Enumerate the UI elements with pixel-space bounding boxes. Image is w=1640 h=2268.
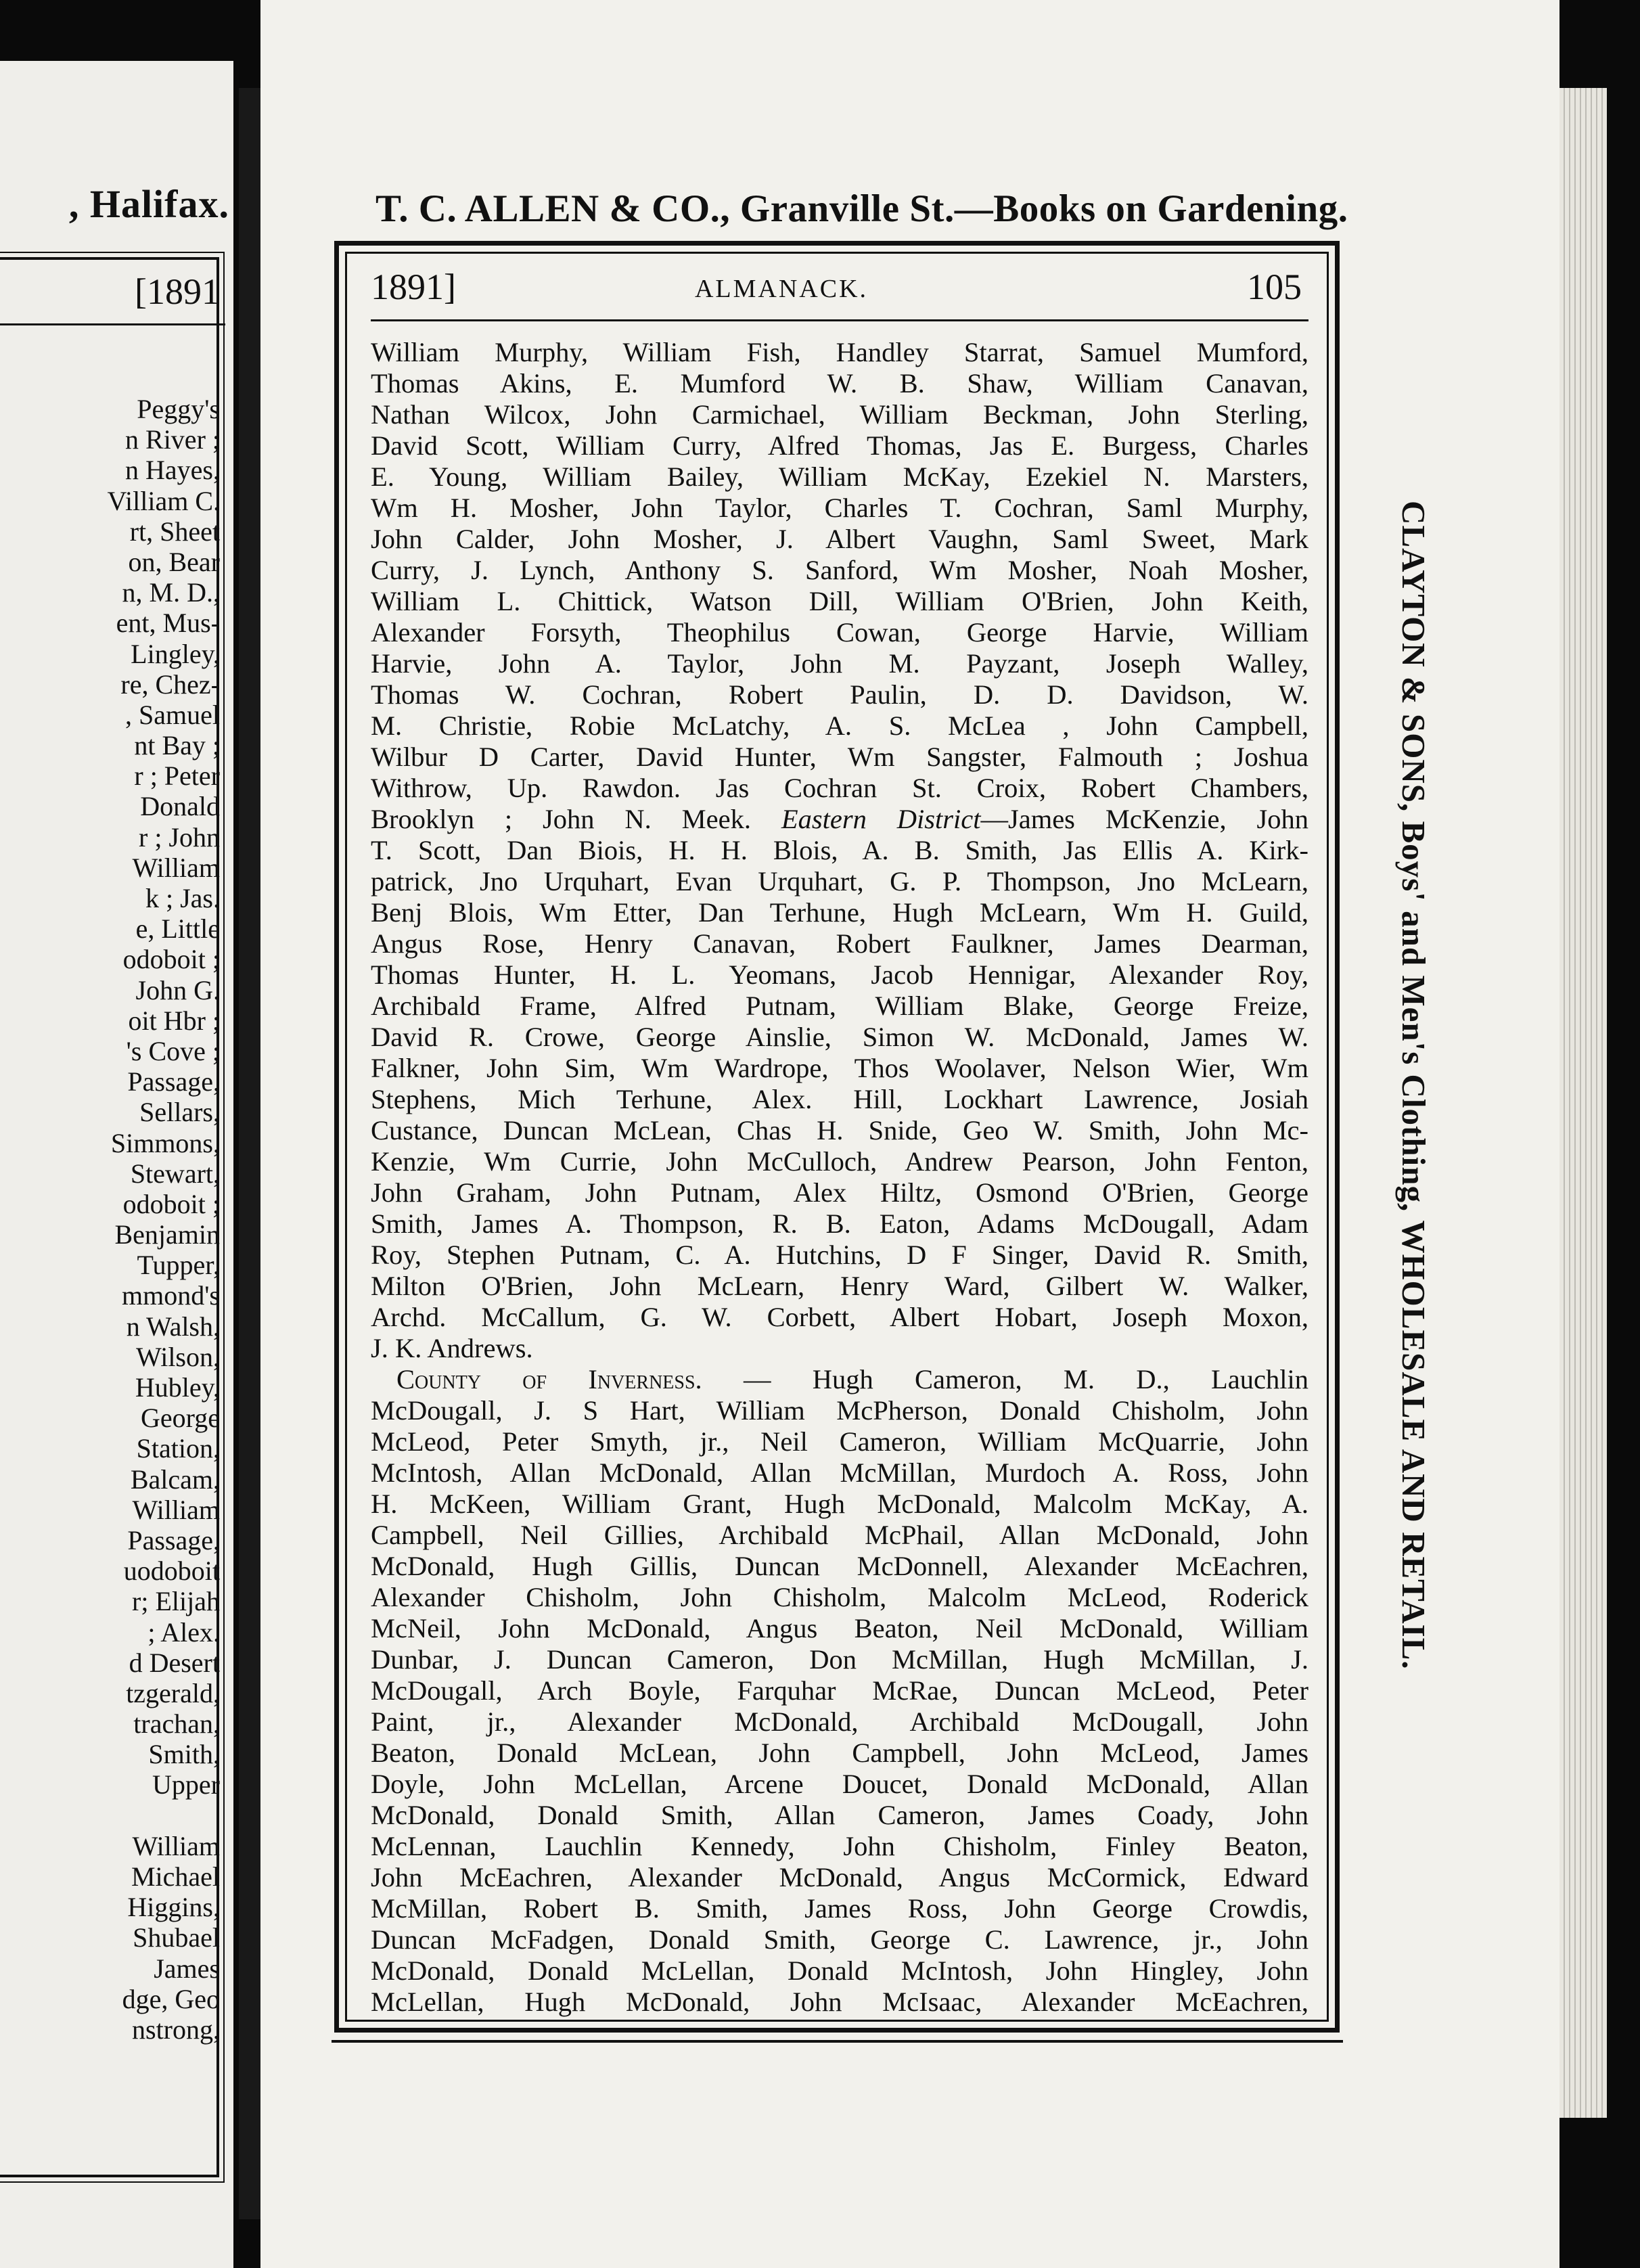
- side-advertisement-text: CLAYTON & SONS, Boys' and Men's Clothing, WHOLESALE AND RETAIL.: [1395, 501, 1432, 1670]
- page-year: 1891]: [371, 267, 456, 307]
- left-text-line: Stewart,: [130, 1158, 220, 1189]
- body-text-line: McNeil, John McDonald, Angus Beaton, Neil McDonald, William: [371, 1613, 1308, 1643]
- left-text-line: William: [132, 1830, 220, 1861]
- body-text-line: Angus Rose, Henry Canavan, Robert Faulkner, James Dearman,: [371, 928, 1308, 959]
- body-text-line: McDougall, J. S Hart, William McPherson, Donald Chisholm, John: [371, 1395, 1308, 1426]
- left-text-line: re, Chez-: [120, 668, 220, 700]
- body-text-line: Nathan Wilcox, John Carmichael, William Beckman, John Sterling,: [371, 399, 1308, 430]
- left-text-column: [3, 394, 220, 2045]
- body-text-line: Dunbar, J. Duncan Cameron, Don McMillan, Hugh McMillan, J.: [371, 1644, 1308, 1675]
- district-heading: Eastern District: [781, 804, 981, 834]
- left-text-line: Sellars,: [139, 1097, 220, 1128]
- left-text-line: r ; John: [139, 821, 220, 853]
- left-text-line: d Desert: [129, 1647, 220, 1678]
- body-text-line: T. Scott, Dan Biois, H. H. Blois, A. B. Smith, Jas Ellis A. Kirk-: [371, 835, 1308, 865]
- left-text-line: tzgerald,: [126, 1677, 220, 1708]
- left-text-line: uodoboit: [123, 1556, 220, 1587]
- left-text-line: Tupper,: [137, 1250, 220, 1281]
- left-page-year: [1891: [135, 271, 220, 312]
- left-text-line: Passage,: [127, 1066, 220, 1097]
- body-text-line: Kenzie, Wm Currie, John McCulloch, Andrew Pearson, John Fenton,: [371, 1146, 1308, 1177]
- body-text-line: McMillan, Robert B. Smith, James Ross, John George Crowdis,: [371, 1893, 1308, 1924]
- body-text-line: Alexander Forsyth, Theophilus Cowan, George Harvie, William: [371, 617, 1308, 648]
- left-page: [0, 61, 239, 2268]
- left-text-line: ent, Mus-: [116, 608, 220, 639]
- body-text-line: Doyle, John McLellan, Arcene Doucet, Donald McDonald, Allan: [371, 1769, 1308, 1799]
- left-text-line: Wilson,: [136, 1341, 220, 1372]
- body-text-line: Wm H. Mosher, John Taylor, Charles T. Cochran, Saml Murphy,: [371, 493, 1308, 523]
- left-text-line: Hubley,: [135, 1372, 220, 1403]
- body-text-line: McDonald, Hugh Gillis, Duncan McDonnell, Alexander McEachren,: [371, 1551, 1308, 1581]
- body-text-line: Archd. McCallum, G. W. Corbett, Albert Hobart, Joseph Moxon,: [371, 1302, 1308, 1332]
- running-head: T. C. ALLEN & CO., Granville St.—Books on Gardening.: [375, 187, 1348, 230]
- left-text-line: trachan,: [133, 1708, 220, 1740]
- body-text-line: Smith, James A. Thompson, R. B. Eaton, Adams McDougall, Adam: [371, 1208, 1308, 1239]
- body-text-line: patrick, Jno Urquhart, Evan Urquhart, G. P. Thompson, Jno McLearn,: [371, 866, 1308, 897]
- left-text-line: n, M. D.,: [122, 577, 220, 608]
- body-text-line: H. McKeen, William Grant, Hugh McDonald, Malcolm McKay, A.: [371, 1489, 1308, 1519]
- body-text-line: County of Inverness. — Hugh Cameron, M. D., Lauchlin: [396, 1364, 1308, 1394]
- body-text-line: Withrow, Up. Rawdon. Jas Cochran St. Croix, Robert Chambers,: [371, 773, 1308, 803]
- body-text-line: McLeod, Peter Smyth, jr., Neil Cameron, William McQuarrie, John: [371, 1426, 1308, 1457]
- left-text-line: Balcam,: [130, 1464, 220, 1495]
- body-text-line: Alexander Chisholm, John Chisholm, Malcolm McLeod, Roderick: [371, 1582, 1308, 1612]
- left-text-line: George: [141, 1403, 220, 1434]
- body-text-line: Roy, Stephen Putnam, C. A. Hutchins, D F Singer, David R. Smith,: [371, 1240, 1308, 1270]
- body-text-line: John Graham, John Putnam, Alex Hiltz, Osmond O'Brien, George: [371, 1177, 1308, 1208]
- left-text-line: n Walsh,: [126, 1311, 220, 1342]
- body-text-line: John Calder, John Mosher, J. Albert Vaughn, Saml Sweet, Mark: [371, 524, 1308, 554]
- left-text-line: mmond's: [122, 1280, 220, 1311]
- left-text-line: Station,: [136, 1433, 220, 1464]
- left-header-rule: [0, 323, 225, 325]
- body-text-line: David R. Crowe, George Ainslie, Simon W. McDonald, James W.: [371, 1022, 1308, 1052]
- left-text-line: k ; Jas.: [145, 883, 220, 913]
- left-text-line: 's Cove ;: [126, 1035, 220, 1066]
- left-text-line: nstrong,: [132, 2014, 220, 2045]
- body-text-line: McLellan, Hugh McDonald, John McIsaac, Alexander McEachren,: [371, 1987, 1308, 2017]
- body-text-line: Brooklyn ; John N. Meek. Eastern District—James McKenzie, John: [371, 804, 1308, 834]
- body-text-line: Thomas Akins, E. Mumford W. B. Shaw, William Canavan,: [371, 368, 1308, 399]
- left-text-line: r ; Peter: [134, 761, 220, 792]
- left-text-line: ; Alex.: [147, 1616, 220, 1648]
- header-rule: [371, 319, 1308, 321]
- body-text-line: Wilbur D Carter, David Hunter, Wm Sangster, Falmouth ; Joshua: [371, 742, 1308, 772]
- body-text-line: Duncan McFadgen, Donald Smith, George C. Lawrence, jr., John: [371, 1924, 1308, 1955]
- body-text-line: Milton O'Brien, John McLearn, Henry Ward, Gilbert W. Walker,: [371, 1271, 1308, 1301]
- left-text-line: Michael: [131, 1861, 220, 1892]
- left-text-line: oit Hbr ;: [128, 1005, 220, 1036]
- left-text-line: n Hayes,: [125, 455, 220, 486]
- body-text-line: William Murphy, William Fish, Handley Starrat, Samuel Mumford,: [371, 337, 1308, 367]
- left-text-line: r; Elijah: [132, 1586, 220, 1617]
- left-text-line: e, Little: [135, 913, 220, 945]
- body-text-line: Thomas Hunter, H. L. Yeomans, Jacob Hennigar, Alexander Roy,: [371, 959, 1308, 990]
- left-text-line: John G.: [135, 974, 220, 1005]
- left-text-line: odoboit ;: [122, 1188, 220, 1219]
- left-running-head: , Halifax.: [68, 182, 229, 226]
- left-text-line: Simmons,: [110, 1127, 220, 1158]
- side-advertisement: [1390, 501, 1437, 1746]
- body-text-line: Falkner, John Sim, Wm Wardrope, Thos Woolaver, Nelson Wier, Wm: [371, 1053, 1308, 1083]
- body-text-line: J. K. Andrews.: [371, 1333, 533, 1363]
- left-text-line: n River ;: [125, 424, 220, 455]
- left-text-line: Benjamin: [114, 1219, 220, 1250]
- body-text-line: Benj Blois, Wm Etter, Dan Terhune, Hugh McLearn, Wm H. Guild,: [371, 897, 1308, 928]
- left-text-line: Higgins,: [127, 1892, 220, 1923]
- left-text-line: odoboit ;: [122, 944, 220, 975]
- book-spine: [239, 88, 260, 2219]
- left-text-line: Donald: [140, 791, 220, 822]
- body-text-line: Harvie, John A. Taylor, John M. Payzant, Joseph Walley,: [371, 648, 1308, 679]
- left-text-line: Villiam C.: [107, 485, 220, 516]
- bottom-rule: [332, 2040, 1343, 2043]
- left-text-line: William: [132, 1494, 220, 1525]
- body-text-line: John McEachren, Alexander McDonald, Angus McCormick, Edward: [371, 1862, 1308, 1892]
- left-text-line: dge, Geo: [122, 1983, 220, 2014]
- left-text-line: Smith,: [148, 1739, 220, 1770]
- left-text-line: Lingley,: [131, 638, 220, 669]
- left-text-line: rt, Sheet: [129, 516, 220, 547]
- body-text-line: William L. Chittick, Watson Dill, William O'Brien, John Keith,: [371, 586, 1308, 616]
- left-text-line: William: [132, 852, 220, 883]
- body-text-line: Stephens, Mich Terhune, Alex. Hill, Lockhart Lawrence, Josiah: [371, 1084, 1308, 1114]
- body-text-line: E. Young, William Bailey, William McKay, Ezekiel N. Marsters,: [371, 461, 1308, 492]
- left-text-line: Peggy's: [137, 394, 220, 424]
- left-text-line: Shubael: [133, 1922, 220, 1953]
- body-text-line: McIntosh, Allan McDonald, Allan McMillan, Murdoch A. Ross, John: [371, 1457, 1308, 1488]
- body-text-line: McDougall, Arch Boyle, Farquhar McRae, Duncan McLeod, Peter: [371, 1675, 1308, 1706]
- left-text-line: James: [154, 1953, 220, 1984]
- body-text-line: McLennan, Lauchlin Kennedy, John Chisholm, Finley Beaton,: [371, 1831, 1308, 1861]
- body-text-line: McDonald, Donald Smith, Allan Cameron, James Coady, John: [371, 1800, 1308, 1830]
- left-text-line: on, Bear: [128, 546, 220, 577]
- left-text-line: [3, 1800, 220, 1831]
- body-text-line: M. Christie, Robie McLatchy, A. S. McLea , John Campbell,: [371, 710, 1308, 741]
- left-text-line: Passage,: [127, 1524, 220, 1556]
- left-text-line: , Samuel: [125, 699, 220, 730]
- body-text-line: McDonald, Donald McLellan, Donald McIntosh, John Hingley, John: [371, 1955, 1308, 1986]
- left-text-line: Upper: [152, 1769, 220, 1800]
- body-text-line: David Scott, William Curry, Alfred Thomas, Jas E. Burgess, Charles: [371, 430, 1308, 461]
- left-text-line: nt Bay ;: [134, 730, 220, 761]
- page-edges: [1559, 88, 1607, 2118]
- body-text-line: Thomas W. Cochran, Robert Paulin, D. D. Davidson, W.: [371, 679, 1308, 710]
- page-title: ALMANACK.: [694, 275, 869, 303]
- body-text-line: Custance, Duncan McLean, Chas H. Snide, Geo W. Smith, John Mc-: [371, 1115, 1308, 1146]
- body-text-line: Curry, J. Lynch, Anthony S. Sanford, Wm Mosher, Noah Mosher,: [371, 555, 1308, 585]
- county-heading: County of Inverness.: [396, 1364, 702, 1394]
- body-text: [371, 337, 1308, 2018]
- body-text-line: Beaton, Donald McLean, John Campbell, John McLeod, James: [371, 1738, 1308, 1768]
- body-text-line: Paint, jr., Alexander McDonald, Archibald McDougall, John: [371, 1706, 1308, 1737]
- body-text-line: Campbell, Neil Gillies, Archibald McPhail, Allan McDonald, John: [371, 1520, 1308, 1550]
- page-number: 105: [1247, 267, 1302, 307]
- body-text-line: Archibald Frame, Alfred Putnam, William Blake, George Freize,: [371, 991, 1308, 1021]
